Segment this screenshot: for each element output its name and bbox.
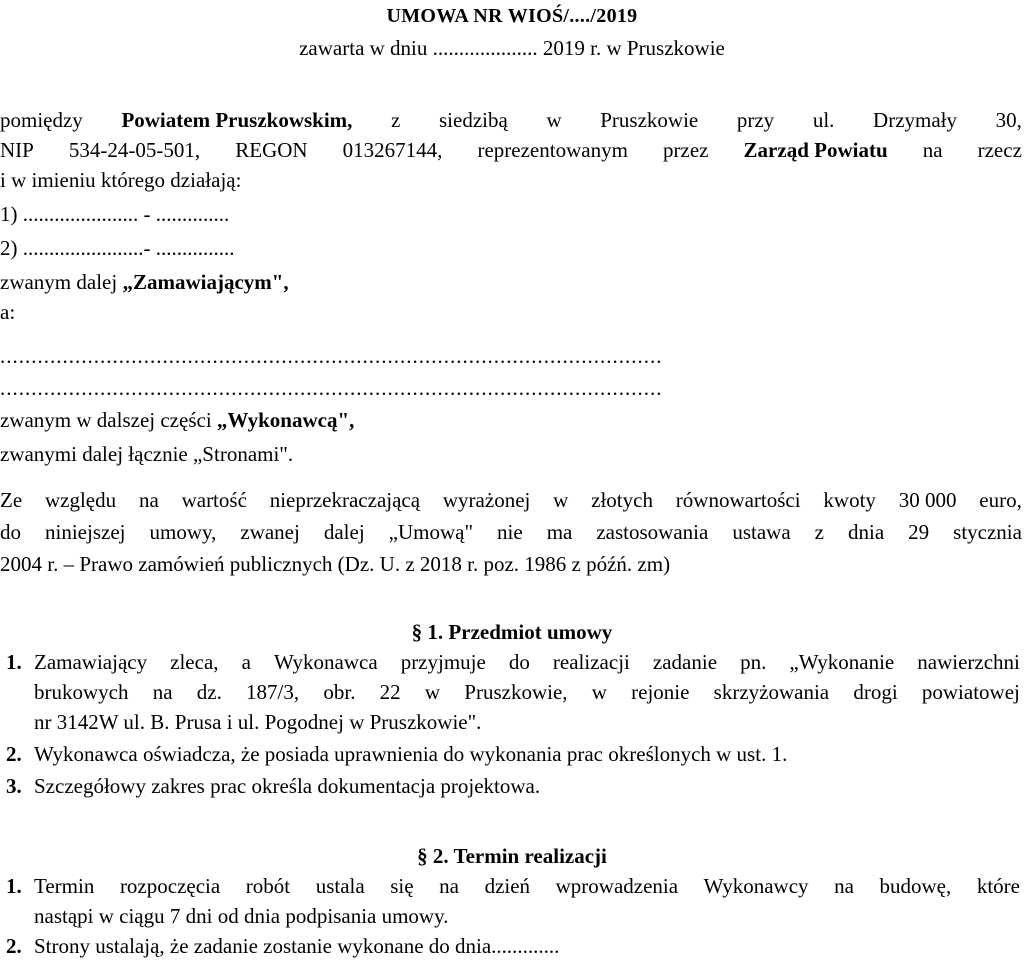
contractor-blank-1: .......................................................................................................... xyxy=(0,344,663,368)
preamble-line-2: do niniejszej umowy, zwanej dalej „Umową" nie ma zastosowania ustawa z dnia 29 stycznia xyxy=(0,520,1022,544)
contract-page: UMOWA NR WIOŚ/..../2019 zawarta w dniu .................... 2019 r. w Pruszkowie pomiędzy Powiatem Pruszkowskim, z siedzibą w Pruszkowie przy ul. Drzymały 30, NIP 534-24-05-501, REGON 013267144, reprezentowanym przez Zarząd Powiatu na rzecz i w imieniu którego działają: 1) ...................... - .............. 2) .......................- ............... zwanym dalej „Zamawiającym", a: .......................................................................................................... .......................................................................................................... zwanym w dalszej części „Wykonawcą", zwanymi dalej łącznie „Stronami". Ze względu na wartość nieprzekraczającą wyrażonej w złotych równowartości kwoty 30 000 euro, do niniejszej umowy, zwanej dalej „Umową" nie ma zastosowania ustawa z dnia 29 stycznia 2004 r. – Prawo zamówień publicznych (Dz. U. z 2018 r. poz. 1986 z późń. zm) § 1. Przedmiot umowy 1. Zamawiający zleca, a Wykonawca przyjmuje do realizacji zadanie pn. „Wykonanie nawierzchni brukowych na dz. 187/3, obr. 22 w Pruszkowie, w rejonie skrzyżowania drogi powiatowej nr 3142W ul. B. Prusa i ul. Pogodnej w Pruszkowie". 2. Wykonawca oświadcza, że posiada uprawnienia do wykonania prac określonych w ust. 1. 3. Szczegółowy zakres prac określa dokumentacja projektowa. § 2. Termin realizacji 1. Termin rozpoczęcia robót ustala się na dzień wprowadzenia Wykonawcy na budowę, które nastąpi w ciągu 7 dni od dnia podpisania umowy. 2. Strony ustalają, że zadanie zostanie wykonane do dnia............. xyxy=(0,0,1024,965)
section-2-heading: § 2. Termin realizacji xyxy=(417,844,607,868)
contract-title: UMOWA NR WIOŚ/..../2019 xyxy=(386,5,638,27)
parties-line-2: NIP 534-24-05-501, REGON 013267144, reprezentowanym przez Zarząd Powiatu na rzecz xyxy=(0,138,1022,162)
section-1-heading: § 1. Przedmiot umowy xyxy=(411,620,613,644)
parties-jointly: zwanymi dalej łącznie „Stronami". xyxy=(0,442,294,466)
representative-1: 1) ...................... - .............. xyxy=(0,202,230,226)
preamble-line-1: Ze względu na wartość nieprzekraczającą wyrażonej w złotych równowartości kwoty 30 000 euro, xyxy=(0,488,1022,512)
ordering-party-label: zwanym dalej „Zamawiającym", xyxy=(0,270,289,294)
parties-line-1: pomiędzy Powiatem Pruszkowskim, z siedzibą w Pruszkowie przy ul. Drzymały 30, xyxy=(0,108,1022,132)
conjunction-a: a: xyxy=(0,300,16,324)
representative-2: 2) .......................- ............... xyxy=(0,236,235,260)
contractor-blank-2: .......................................................................................................... xyxy=(0,376,663,400)
contractor-label: zwanym w dalszej części „Wykonawcą", xyxy=(0,408,355,432)
preamble-line-3: 2004 r. – Prawo zamówień publicznych (Dz. U. z 2018 r. poz. 1986 z późń. zm) xyxy=(0,552,671,576)
contract-date-place: zawarta w dniu .................... 2019 r. w Pruszkowie xyxy=(299,36,725,60)
parties-line-3: i w imieniu którego działają: xyxy=(0,168,242,192)
